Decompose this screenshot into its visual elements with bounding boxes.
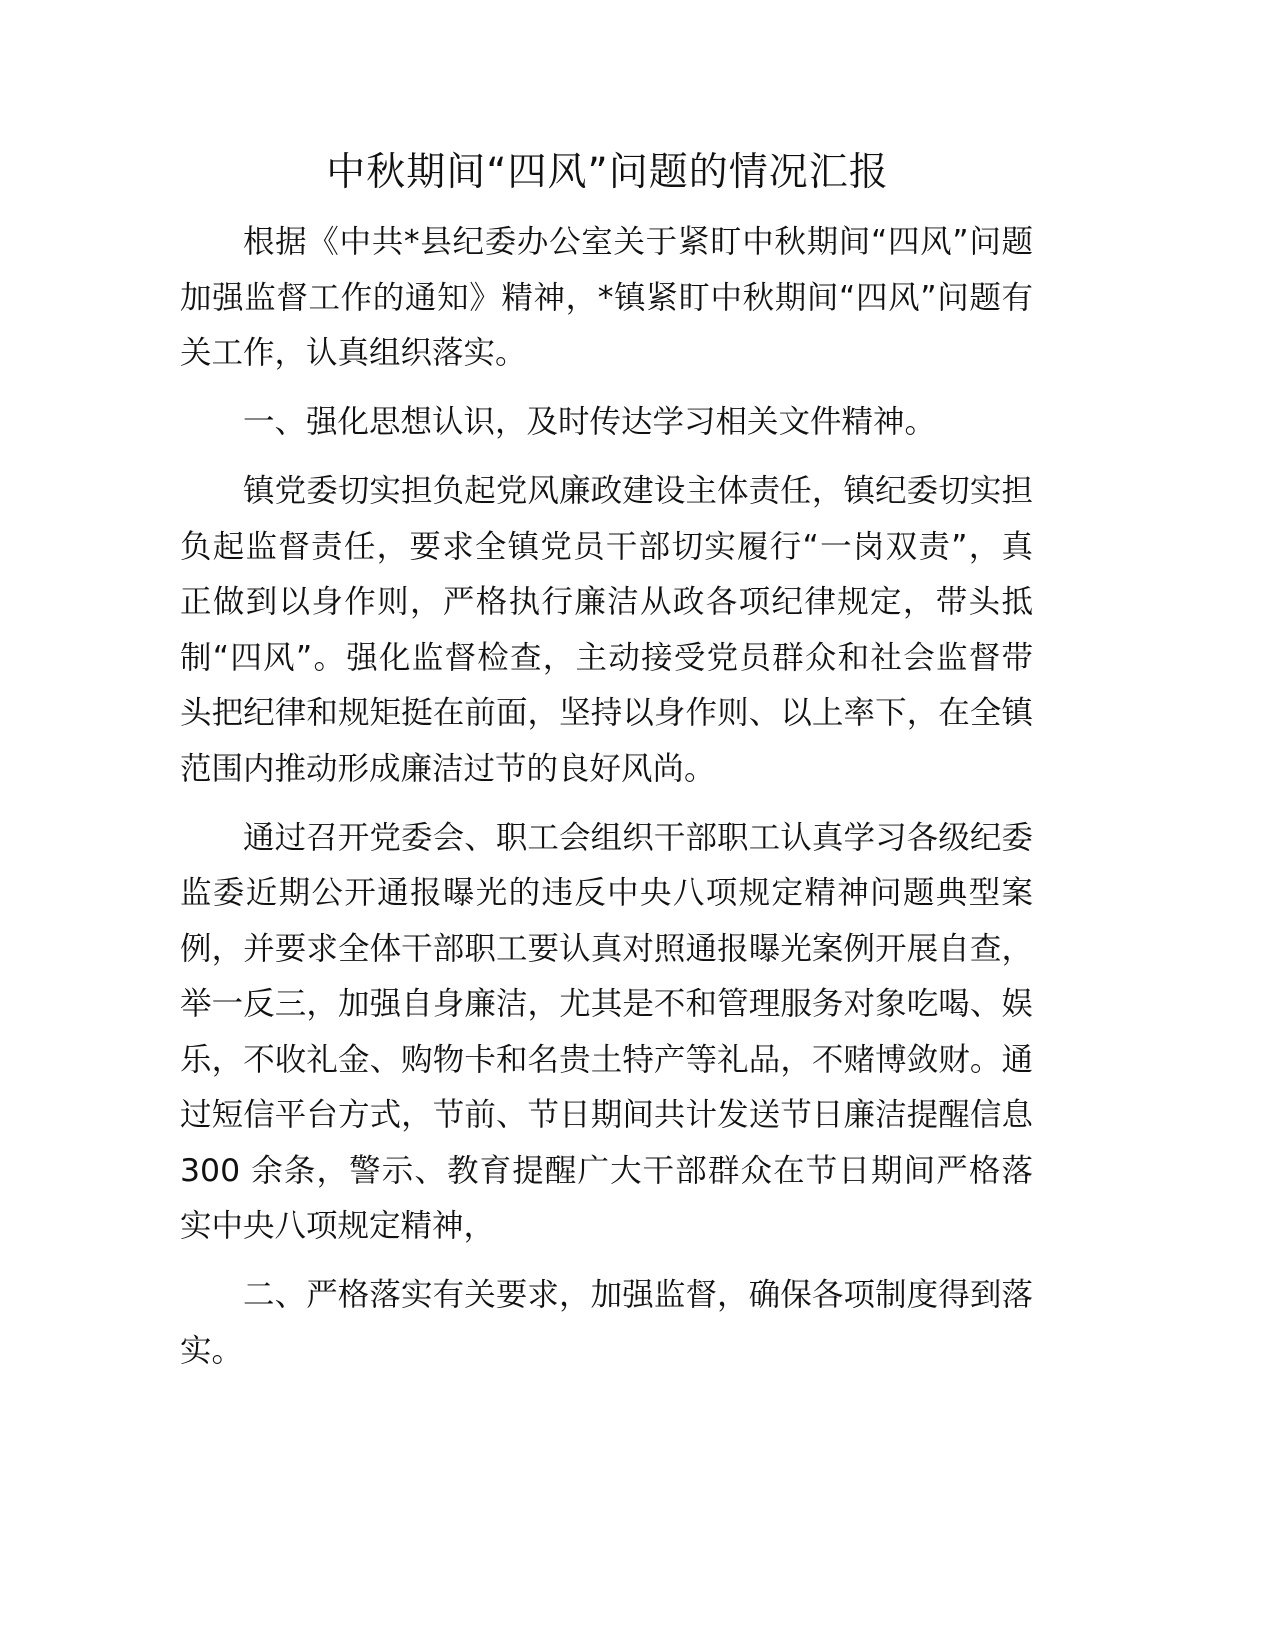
paragraph-line: 头把纪律和规矩挺在前面，坚持以身作则、以上率下，在全镇 [180,695,1033,731]
paragraph-line: 二、严格落实有关要求，加强监督，确保各项制度得到落 [243,1277,1033,1313]
paragraph-line: 关工作，认真组织落实。 [180,335,527,371]
paragraph-line: 实。 [180,1332,244,1369]
document-title: 中秋期间“四风”问题的情况汇报 [326,150,889,195]
paragraph-line: 加强监督工作的通知》精神，*镇紧盯中秋期间“四风”问题有 [180,279,1033,316]
paragraph-line: 范围内推动形成廉洁过节的良好风尚。 [180,750,716,787]
paragraph-line: 监委近期公开通报曝光的违反中央八项规定精神问题典型案 [180,875,1033,911]
paragraph-line: 根据《中共*县纪委办公室关于紧盯中秋期间“四风”问题 [243,224,1033,260]
paragraph [180,464,1033,797]
paragraph [180,395,1033,451]
paragraph-line: 制“四风”。强化监督检查，主动接受党员群众和社会监督带 [180,639,1033,676]
paragraph [180,1268,1033,1379]
paragraph-line: 实中央八项规定精神， [180,1208,496,1244]
paragraph [180,215,1033,382]
paragraph-line: 举一反三，加强自身廉洁，尤其是不和管理服务对象吃喝、娱 [180,986,1033,1022]
document-body [180,215,1033,1393]
paragraph-line: 一、强化思想认识，及时传达学习相关文件精神。 [243,404,937,440]
paragraph-line: 正做到以身作则，严格执行廉洁从政各项纪律规定，带头抵 [180,584,1033,620]
paragraph-line: 例，并要求全体干部职工要认真对照通报曝光案例开展自查， [180,930,1033,967]
paragraph [180,811,1033,1255]
paragraph-line: 负起监督责任，要求全镇党员干部切实履行“一岗双责”，真 [180,528,1033,565]
paragraph-line: 镇党委切实担负起党风廉政建设主体责任，镇纪委切实担 [243,473,1033,509]
paragraph-line: 过短信平台方式，节前、节日期间共计发送节日廉洁提醒信息 [180,1097,1033,1133]
paragraph-line: 乐，不收礼金、购物卡和名贵土特产等礼品，不赌博敛财。通 [180,1041,1033,1078]
paragraph-line: 通过召开党委会、职工会组织干部职工认真学习各级纪委 [243,819,1033,856]
paragraph-line: 300 余条，警示、教育提醒广大干部群众在节日期间严格落 [180,1152,1033,1189]
